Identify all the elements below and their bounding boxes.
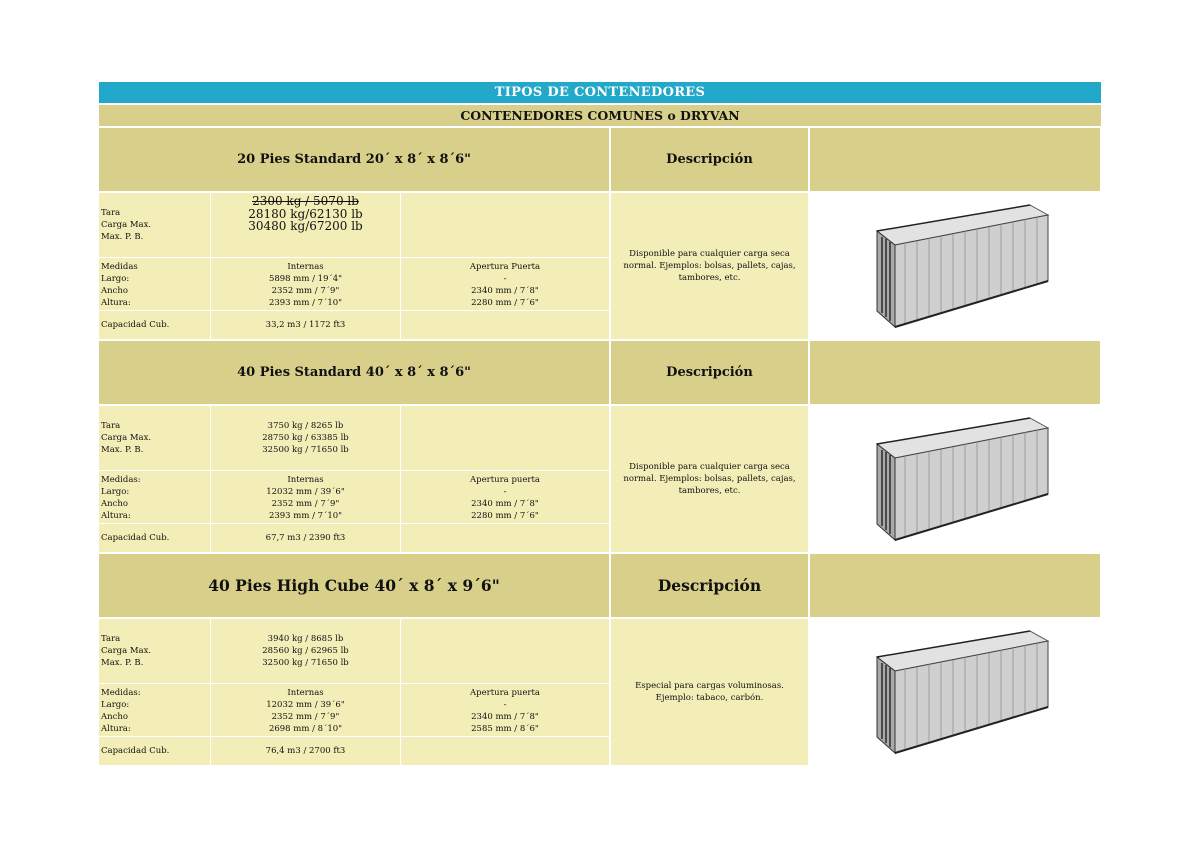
capacity-value: 76,4 m3 / 2700 ft3 bbox=[211, 737, 401, 765]
container-title: 40 Pies Standard 40´ x 8´ x 8´6" bbox=[99, 341, 609, 404]
description-text: Disponible para cualquier carga seca normal. Ejemplos: bolsas, pallets, cajas, tambores, etc. bbox=[611, 193, 808, 339]
door-opening-header: Apertura puerta bbox=[470, 688, 540, 698]
weight-labels bbox=[99, 193, 211, 257]
door-length: - bbox=[503, 700, 507, 710]
max-pb-label: Max. P. B. bbox=[101, 232, 144, 242]
weights-row bbox=[99, 406, 609, 471]
description-text: Especial para cargas voluminosas. Ejemplo: tabaco, carbón. bbox=[611, 619, 808, 765]
measures-row bbox=[99, 684, 609, 737]
carga-max-label: Carga Max. bbox=[101, 220, 152, 230]
capacity-row bbox=[99, 524, 609, 552]
door-opening-header: Apertura puerta bbox=[470, 475, 540, 485]
internal-length: 12032 mm / 39´6" bbox=[266, 700, 345, 710]
block-body bbox=[99, 193, 1101, 339]
internas-header: Internas bbox=[287, 475, 324, 485]
capacity-label: Capacidad Cub. bbox=[99, 737, 211, 765]
medidas-label: Medidas: bbox=[101, 688, 141, 698]
container-block-20-standard bbox=[99, 128, 1101, 339]
measure-labels bbox=[99, 684, 211, 736]
weight-values bbox=[211, 406, 401, 470]
specs-table bbox=[99, 619, 609, 765]
weights-empty-cell bbox=[401, 193, 609, 257]
carga-max-value: 28180 kg/62130 lb bbox=[248, 206, 363, 221]
capacity-value: 33,2 m3 / 1172 ft3 bbox=[211, 311, 401, 339]
description-header: Descripción bbox=[611, 341, 808, 404]
tara-label: Tara bbox=[101, 208, 121, 218]
max-pb-value: 32500 kg / 71650 lb bbox=[262, 445, 349, 455]
specs-table bbox=[99, 193, 609, 339]
largo-label: Largo: bbox=[101, 700, 130, 710]
door-height: 2585 mm / 8´6" bbox=[471, 724, 539, 734]
max-pb-value: 32500 kg / 71650 lb bbox=[262, 658, 349, 668]
max-pb-label: Max. P. B. bbox=[101, 658, 144, 668]
weights-row bbox=[99, 619, 609, 684]
container-image bbox=[810, 406, 1100, 552]
weight-values bbox=[211, 193, 401, 257]
container-title: 40 Pies High Cube 40´ x 8´ x 9´6" bbox=[99, 554, 609, 617]
shipping-container-icon bbox=[855, 201, 1055, 331]
door-length: - bbox=[503, 487, 507, 497]
internas-header: Internas bbox=[287, 688, 324, 698]
container-block-40-standard bbox=[99, 341, 1101, 552]
sheet-title: TIPOS DE CONTENEDORES bbox=[99, 82, 1101, 103]
header-empty-cell bbox=[810, 128, 1100, 191]
door-opening bbox=[401, 258, 609, 310]
max-pb-label: Max. P. B. bbox=[101, 445, 144, 455]
description-text: Disponible para cualquier carga seca normal. Ejemplos: bolsas, pallets, cajas, tambores, etc. bbox=[611, 406, 808, 552]
capacity-empty-cell bbox=[401, 311, 609, 339]
shipping-container-icon bbox=[855, 414, 1055, 544]
capacity-empty-cell bbox=[401, 524, 609, 552]
capacity-row bbox=[99, 311, 609, 339]
medidas-label: Medidas bbox=[101, 262, 138, 272]
tara-label: Tara bbox=[101, 634, 121, 644]
description-header: Descripción bbox=[611, 128, 808, 191]
capacity-value: 67,7 m3 / 2390 ft3 bbox=[211, 524, 401, 552]
block-header bbox=[99, 128, 1101, 191]
weight-labels bbox=[99, 619, 211, 683]
internal-height: 2698 mm / 8´10" bbox=[268, 724, 343, 734]
tara-label: Tara bbox=[101, 421, 121, 431]
door-width: 2340 mm / 7´8" bbox=[471, 712, 539, 722]
tara-value: 3750 kg / 8265 lb bbox=[267, 421, 344, 431]
measure-labels bbox=[99, 258, 211, 310]
capacity-label: Capacidad Cub. bbox=[99, 311, 211, 339]
ancho-label: Ancho bbox=[101, 286, 128, 296]
containers-sheet bbox=[99, 82, 1101, 765]
header-empty-cell bbox=[810, 341, 1100, 404]
door-length: - bbox=[503, 274, 507, 284]
capacity-row bbox=[99, 737, 609, 765]
medidas-label: Medidas: bbox=[101, 475, 141, 485]
carga-max-label: Carga Max. bbox=[101, 433, 152, 443]
door-opening-header: Apertura Puerta bbox=[469, 262, 541, 272]
internal-measures bbox=[211, 684, 401, 736]
internal-width: 2352 mm / 7´9" bbox=[271, 499, 340, 509]
block-header bbox=[99, 341, 1101, 404]
weights-empty-cell bbox=[401, 406, 609, 470]
weight-labels bbox=[99, 406, 211, 470]
internal-width: 2352 mm / 7´9" bbox=[271, 712, 340, 722]
max-pb-value: 30480 kg/67200 lb bbox=[248, 219, 363, 233]
altura-label: Altura: bbox=[101, 724, 131, 734]
altura-label: Altura: bbox=[101, 511, 131, 521]
internas-header: Internas bbox=[287, 262, 324, 272]
container-image bbox=[810, 193, 1100, 339]
largo-label: Largo: bbox=[101, 487, 130, 497]
measure-labels bbox=[99, 471, 211, 523]
tara-value: 3940 kg / 8685 lb bbox=[267, 634, 344, 644]
measures-row bbox=[99, 258, 609, 311]
block-header bbox=[99, 554, 1101, 617]
weights-empty-cell bbox=[401, 619, 609, 683]
carga-max-value: 28750 kg / 63385 lb bbox=[262, 433, 349, 443]
internal-height: 2393 mm / 7´10" bbox=[268, 298, 343, 308]
internal-height: 2393 mm / 7´10" bbox=[268, 511, 343, 521]
door-height: 2280 mm / 7´6" bbox=[471, 511, 539, 521]
weights-row bbox=[99, 193, 609, 258]
ancho-label: Ancho bbox=[101, 712, 128, 722]
specs-table bbox=[99, 406, 609, 552]
weight-values bbox=[211, 619, 401, 683]
door-height: 2280 mm / 7´6" bbox=[471, 298, 539, 308]
capacity-label: Capacidad Cub. bbox=[99, 524, 211, 552]
door-width: 2340 mm / 7´8" bbox=[471, 286, 539, 296]
container-block-40-high-cube bbox=[99, 554, 1101, 765]
door-opening bbox=[401, 684, 609, 736]
header-empty-cell bbox=[810, 554, 1100, 617]
tara-value: 2300 kg / 5070 lb bbox=[252, 194, 359, 208]
door-opening bbox=[401, 471, 609, 523]
container-image bbox=[810, 619, 1100, 765]
carga-max-label: Carga Max. bbox=[101, 646, 152, 656]
measures-row bbox=[99, 471, 609, 524]
internal-width: 2352 mm / 7´9" bbox=[271, 286, 340, 296]
altura-label: Altura: bbox=[101, 298, 131, 308]
internal-measures bbox=[211, 258, 401, 310]
capacity-empty-cell bbox=[401, 737, 609, 765]
internal-length: 5898 mm / 19´4" bbox=[268, 274, 343, 284]
block-body bbox=[99, 619, 1101, 765]
description-header: Descripción bbox=[611, 554, 808, 617]
container-title: 20 Pies Standard 20´ x 8´ x 8´6" bbox=[99, 128, 609, 191]
largo-label: Largo: bbox=[101, 274, 130, 284]
ancho-label: Ancho bbox=[101, 499, 128, 509]
internal-measures bbox=[211, 471, 401, 523]
sheet-subtitle: CONTENEDORES COMUNES o DRYVAN bbox=[99, 105, 1101, 126]
door-width: 2340 mm / 7´8" bbox=[471, 499, 539, 509]
internal-length: 12032 mm / 39´6" bbox=[266, 487, 345, 497]
carga-max-value: 28560 kg / 62965 lb bbox=[262, 646, 349, 656]
shipping-container-icon bbox=[855, 627, 1055, 757]
block-body bbox=[99, 406, 1101, 552]
